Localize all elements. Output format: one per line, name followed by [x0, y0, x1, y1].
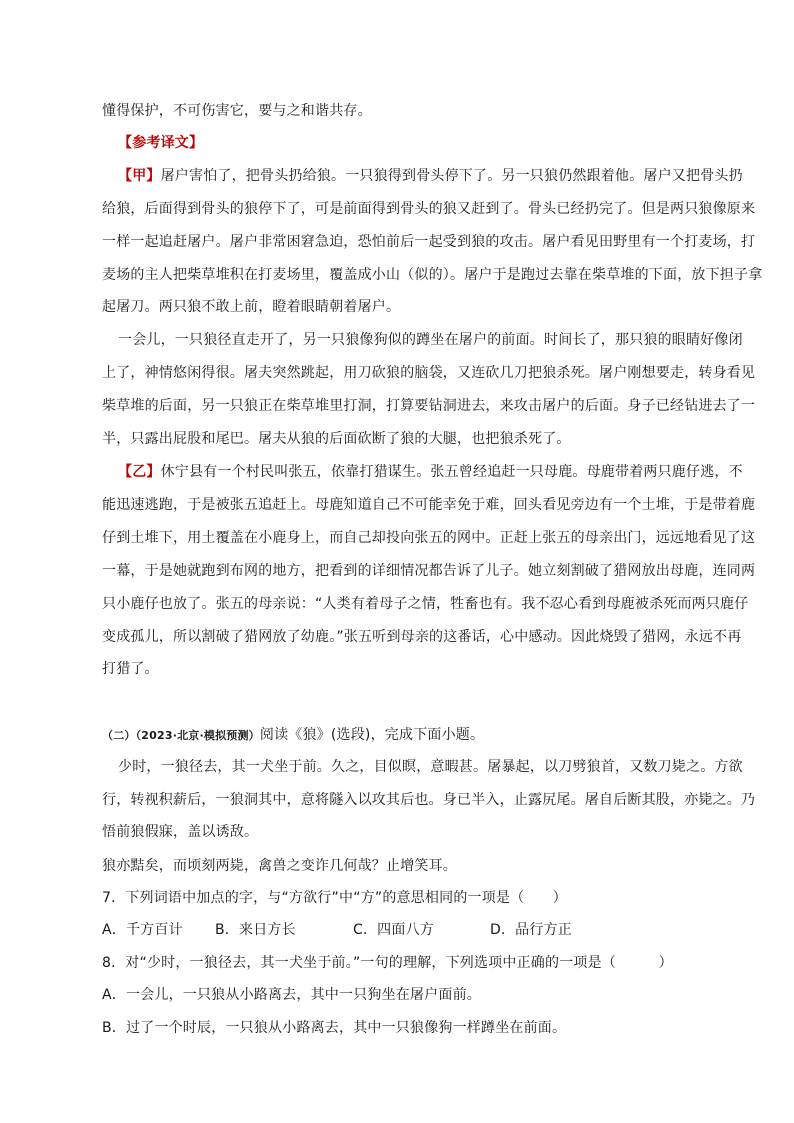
q7-options — [102, 920, 572, 940]
q8-stem: 8．对“少时，一狼径去，其一犬坐于前。”一句的理解，下列选项中正确的一项是（ ） — [102, 955, 673, 971]
passage-line-4: 狼亦黠矣，而顷刻两毙，禽兽之变诈几何哉？止增笑耳。 — [102, 858, 457, 874]
yi-line-2: 能迅速逃跑，于是被张五追赶上。母鹿知道自己不可能幸免于难，回头看见旁边有一个土堆，于是带着鹿 — [102, 497, 756, 513]
jia-line-5: 起屠刀。两只狼不敢上前，瞪着眼睛朝着屠户。 — [102, 299, 401, 315]
passage-line-2: 行，转视积薪后，一狼洞其中，意将隧入以攻其后也。身已半入，止露尻尾。屠自后断其股，亦毙之。乃 — [102, 792, 756, 808]
yi-line-5: 只小鹿仔也放了。张五的母亲说：“人类有着母子之情，牲畜也有。我不忍心看到母鹿被杀死而两只鹿仔 — [102, 596, 749, 612]
yi-line-3: 仔到土堆下，用土覆盖在小鹿身上，而自己却投向张五的网中。正赶上张五的母亲出门，远远地看见了这 — [102, 530, 756, 546]
q7-option-a[interactable]: A．千方百计 — [102, 922, 183, 938]
jia-line-4: 麦场的主人把柴草堆积在打麦场里，覆盖成小山（似的）。屠户于是跑过去靠在柴草堆的下面，放下担子拿 — [102, 267, 763, 283]
q8-option-a[interactable]: A．一会儿，一只狼从小路离去，其中一只狗坐在屠户面前。 — [102, 987, 481, 1003]
yi-line-7: 打猎了。 — [102, 661, 159, 677]
jia-line-2: 给狼，后面得到骨头的狼停下了，可是前面得到骨头的狼又赶到了。骨头已经扔完了。但是两只狼像原来 — [102, 201, 756, 217]
jia-line-1 — [118, 166, 743, 186]
jia-tag: 【甲】 — [118, 168, 161, 184]
yi-tag: 【乙】 — [118, 464, 161, 480]
reference-heading: 【参考译文】 — [118, 135, 204, 151]
section2-header — [102, 725, 484, 746]
yi-line-1 — [118, 462, 743, 482]
section2-instruction: 阅读《狼》(选段)，完成下面小题。 — [259, 727, 485, 743]
jia-p2-line-4: 半，只露出屁股和尾巴。屠夫从狼的后面砍断了狼的大腿，也把狼杀死了。 — [102, 431, 571, 447]
jia-p2-line-1: 一会儿，一只狼径直走开了，另一只狼像狗似的蹲坐在屠户的前面。时间长了，那只狼的眼睛好像闭 — [118, 332, 743, 348]
section2-source: （二）（2023·北京·模拟预测） — [102, 729, 260, 742]
q7-option-b[interactable]: B．来日方长 — [215, 922, 296, 938]
intro-line: 懂得保护，不可伤害它，要与之和谐共存。 — [102, 103, 372, 119]
q7-stem: 7．下列词语中加点的字，与“方欲行”中“方”的意思相同的一项是（ ） — [102, 890, 567, 906]
passage-line-3: 悟前狼假寐，盖以诱敌。 — [102, 824, 259, 840]
q7-option-c[interactable]: C．四面八方 — [353, 922, 434, 938]
q8-option-b[interactable]: B．过了一个时辰，一只狼从小路离去，其中一只狼像狗一样蹲坐在前面。 — [102, 1020, 567, 1036]
jia-line-3: 一样一起追赶屠户。屠户非常困窘急迫，恐怕前后一起受到狼的攻击。屠户看见田野里有一个打麦场，打 — [102, 234, 756, 250]
yi-line-4: 一幕，于是她就跑到布网的地方，把看到的详细情况都告诉了儿子。她立刻割破了猎网放出母鹿，连同两 — [102, 563, 756, 579]
yi-line-6: 变成孤儿，所以割破了猎网放了幼鹿。”张五听到母亲的这番话，心中感动。因此烧毁了猎网，永远不再 — [102, 629, 742, 645]
jia-text: 屠户害怕了，把骨头扔给狼。一只狼得到骨头停下了。另一只狼仍然跟着他。屠户又把骨头扔 — [160, 168, 743, 184]
passage-line-1: 少时，一狼径去，其一犬坐于前。久之，目似瞑，意暇甚。屠暴起，以刀劈狼首，又数刀毙之。方欲 — [118, 759, 743, 775]
jia-p2-line-3: 柴草堆的后面，另一只狼正在柴草堆里打洞，打算要钻洞进去，来攻击屠户的后面。身子已经钻进去了一 — [102, 398, 756, 414]
yi-text: 休宁县有一个村民叫张五，依靠打猎谋生。张五曾经追赶一只母鹿。母鹿带着两只鹿仔逃，不 — [160, 464, 743, 480]
q7-option-d[interactable]: D．品行方正 — [490, 922, 572, 938]
jia-p2-line-2: 上了，神情悠闲得很。屠夫突然跳起，用刀砍狼的脑袋，又连砍几刀把狼杀死。屠户刚想要走，转身看见 — [102, 365, 756, 381]
